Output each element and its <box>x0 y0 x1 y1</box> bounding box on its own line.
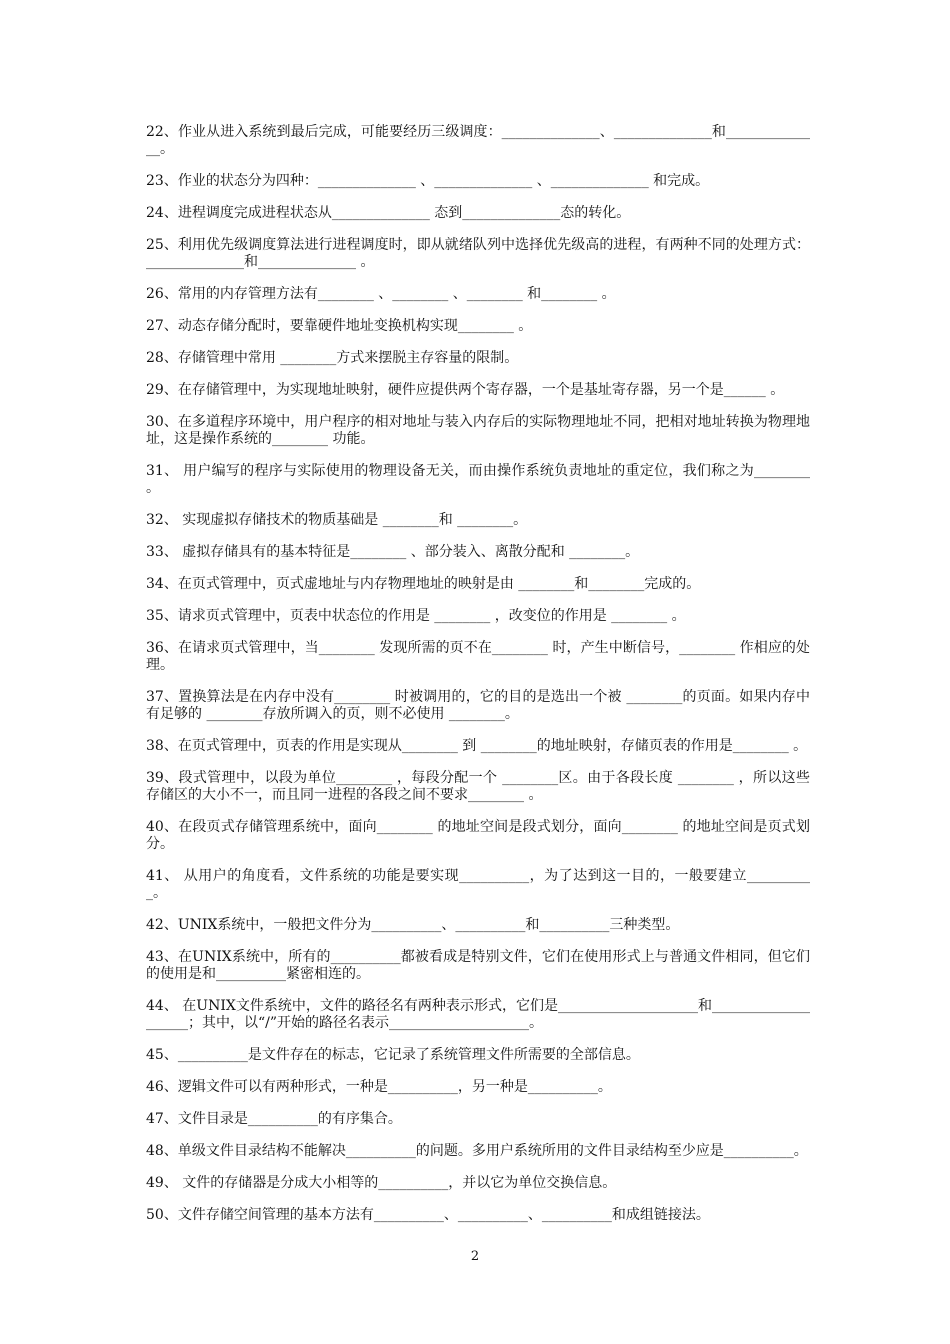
question-30: 30、在多道程序环境中，用户程序的相对地址与装入内存后的实际物理地址不同，把相对地址转换为物理地址，这是操作系统的________ 功能。 <box>146 414 810 447</box>
question-44: 44、 在UNIX文件系统中，文件的路径名有两种表示形式，它们是____________________和____________________；其中，以“/”开始的路径名表示____________________。 <box>146 998 810 1031</box>
question-list <box>146 124 815 1239</box>
question-22: 22、作业从进入系统到最后完成，可能要经历三级调度：______________、______________和______________。 <box>146 124 810 157</box>
question-31: 31、 用户编写的程序与实际使用的物理设备无关，而由操作系统负责地址的重定位，我们称之为________ 。 <box>146 463 815 496</box>
question-38: 38、在页式管理中，页表的作用是实现从________ 到 ________的地址映射，存储页表的作用是________ 。 <box>146 738 808 754</box>
question-25: 25、利用优先级调度算法进行进程调度时，即从就绪队列中选择优先级高的进程，有两种不同的处理方式： ______________和______________ 。 <box>146 237 815 270</box>
question-33: 33、 虚拟存储具有的基本特征是________ 、部分装入、离散分配和 ________。 <box>146 544 640 560</box>
question-42: 42、UNIX系统中，一般把文件分为__________、__________和__________三种类型。 <box>146 917 680 933</box>
question-23: 23、作业的状态分为四种：______________ 、______________ 、______________ 和完成。 <box>146 173 710 189</box>
question-29: 29、在存储管理中，为实现地址映射，硬件应提供两个寄存器，一个是基址寄存器，另一个是______ 。 <box>146 382 785 398</box>
question-37: 37、置换算法是在内存中没有________ 时被调用的，它的目的是选出一个被 ________的页面。如果内存中有足够的 ________存放所调入的页，则不必使用 ________。 <box>146 689 810 722</box>
question-36: 36、在请求页式管理中，当________ 发现所需的页不在________ 时，产生中断信号，________ 作相应的处理。 <box>146 640 810 673</box>
question-34: 34、在页式管理中，页式虚地址与内存物理地址的映射是由 ________和________完成的。 <box>146 576 701 592</box>
question-46: 46、逻辑文件可以有两种形式，一种是__________，另一种是__________。 <box>146 1079 612 1095</box>
page-number: 2 <box>470 1249 480 1264</box>
question-41: 41、 从用户的角度看，文件系统的功能是要实现__________，为了达到这一目的，一般要建立__________。 <box>146 868 810 901</box>
question-40: 40、在段页式存储管理系统中，面向________ 的地址空间是段式划分，面向________ 的地址空间是页式划分。 <box>146 819 810 852</box>
question-45: 45、__________是文件存在的标志，它记录了系统管理文件所需要的全部信息。 <box>146 1047 640 1063</box>
question-26: 26、常用的内存管理方法有________ 、________ 、________ 和________ 。 <box>146 286 616 302</box>
question-39: 39、段式管理中，以段为单位________ ，每段分配一个 ________区。由于各段长度 ________ ，所以这些存储区的大小不一，而且同一进程的各段之间不要求________ 。 <box>146 770 810 803</box>
question-43: 43、在UNIX系统中，所有的__________都被看成是特别文件，它们在使用形式上与普通文件相同，但它们的使用是和__________紧密相连的。 <box>146 949 810 982</box>
question-32: 32、 实现虚拟存储技术的物质基础是 ________和 ________。 <box>146 512 528 528</box>
question-28: 28、存储管理中常用 ________方式来摆脱主存容量的限制。 <box>146 350 519 366</box>
question-24: 24、进程调度完成进程状态从______________ 态到______________态的转化。 <box>146 205 631 221</box>
question-49: 49、 文件的存储器是分成大小相等的__________，并以它为单位交换信息。 <box>146 1175 617 1191</box>
question-35: 35、请求页式管理中，页表中状态位的作用是 ________ ，改变位的作用是 ________ 。 <box>146 608 686 624</box>
question-48: 48、单级文件目录结构不能解决__________的问题。多用户系统所用的文件目录结构至少应是__________。 <box>146 1143 808 1159</box>
question-27: 27、动态存储分配时，要靠硬件地址变换机构实现________ 。 <box>146 318 533 334</box>
question-50: 50、文件存储空间管理的基本方法有__________、__________、__________和成组链接法。 <box>146 1207 710 1223</box>
question-47: 47、文件目录是__________的有序集合。 <box>146 1111 402 1127</box>
